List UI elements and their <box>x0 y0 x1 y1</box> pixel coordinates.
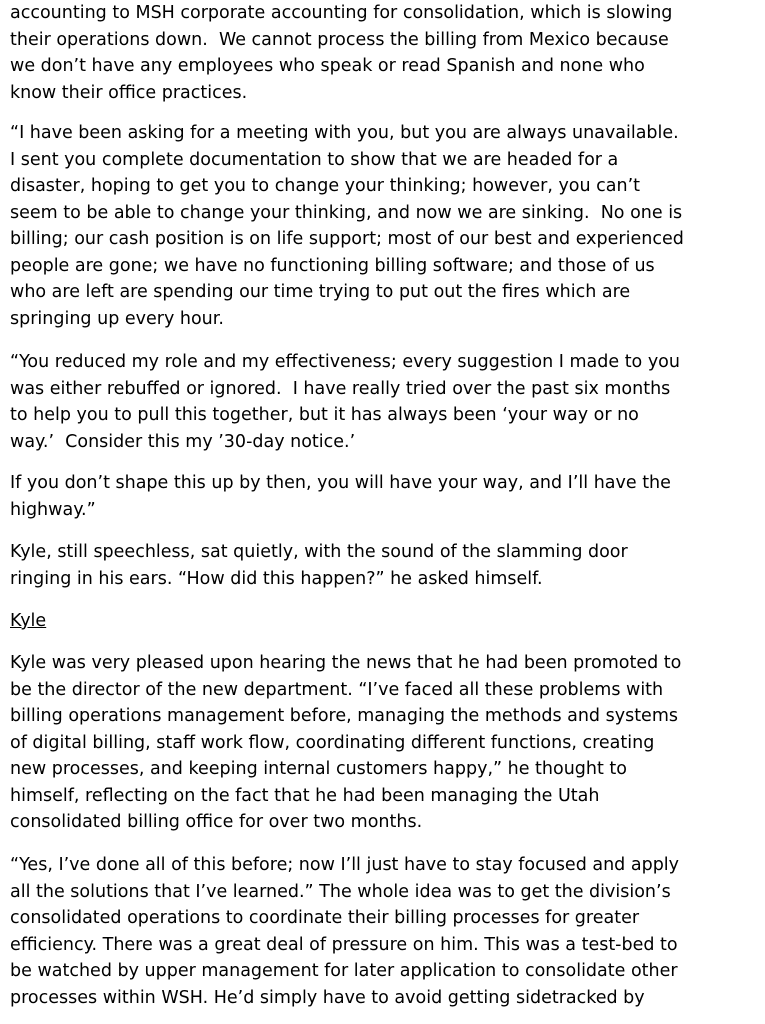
text-line: consolidated operations to coordinate their billing processes for greater <box>10 908 640 928</box>
text-line: was either rebuffed or ignored. I have really tried over the past six months <box>10 378 671 399</box>
text-line: all the solutions that I’ve learned.” The whole idea was to get the division’s <box>10 881 671 902</box>
text-line: be watched by upper management for later application to consolidate other <box>10 961 678 981</box>
paragraph <box>10 852 679 1011</box>
text-line: consolidated billing office for over two months. <box>10 812 423 832</box>
paragraph <box>10 0 672 106</box>
text-line: Kyle was very pleased upon hearing the news that he had been promoted to <box>10 653 682 673</box>
text-line: billing; our cash position is on life support; most of our best and experienced <box>10 229 684 249</box>
paragraph <box>10 539 628 592</box>
text-line: disaster, hoping to get you to change your thinking; however, you can’t <box>10 176 641 196</box>
text-line: who are left are spending our time trying to put out the fires which are <box>10 282 631 302</box>
text-line: “I have been asking for a meeting with you, but you are always unavailable. <box>10 123 679 143</box>
text-line: way.’ Consider this my ’30-day notice.’ <box>10 431 356 452</box>
text-line: their operations down. We cannot process the billing from Mexico because <box>10 29 669 50</box>
text-line: we don’t have any employees who speak or read Spanish and none who <box>10 56 645 76</box>
text-line: of digital billing, staff work flow, coordinating different functions, creating <box>10 732 655 753</box>
text-line: know their office practices. <box>10 82 248 103</box>
text-line: new processes, and keeping internal customers happy,” he thought to <box>10 759 627 779</box>
text-line: ringing in his ears. “How did this happen?” he asked himself. <box>10 568 543 589</box>
text-line: “Yes, I’ve done all of this before; now I’ll just have to stay focused and apply <box>10 855 680 875</box>
text-line: highway.” <box>10 499 96 520</box>
paragraph <box>10 470 671 523</box>
paragraph <box>10 650 681 836</box>
text-line: seem to be able to change your thinking, and now we are sinking. No one is <box>10 202 683 223</box>
text-line: accounting to MSH corporate accounting for consolidation, which is slowing <box>10 3 673 23</box>
text-line: himself, reflecting on the fact that he had been managing the Utah <box>10 785 600 806</box>
section-heading-text: Kyle <box>10 611 47 631</box>
text-line: “You reduced my role and my effectiveness; every suggestion I made to you <box>10 352 680 372</box>
text-line: I sent you complete documentation to show that we are headed for a <box>10 149 619 170</box>
text-line: processes within WSH. He’d simply have to avoid getting sidetracked by <box>10 987 645 1008</box>
text-line: be the director of the new department. “I’ve faced all these problems with <box>10 679 664 700</box>
text-line: efficiency. There was a great deal of pressure on him. This was a test-bed to <box>10 934 678 955</box>
section-heading <box>10 608 46 635</box>
text-line: Kyle, still speechless, sat quietly, with the sound of the slamming door <box>10 542 628 562</box>
text-line: billing operations management before, managing the methods and systems <box>10 706 678 726</box>
text-line: people are gone; we have no functioning billing software; and those of us <box>10 255 655 276</box>
paragraph <box>10 120 684 332</box>
text-line: springing up every hour. <box>10 308 224 329</box>
text-line: If you don’t shape this up by then, you will have your way, and I’ll have the <box>10 473 671 493</box>
text-line: to help you to pull this together, but it has always been ‘your way or no <box>10 405 639 425</box>
paragraph <box>10 349 680 455</box>
